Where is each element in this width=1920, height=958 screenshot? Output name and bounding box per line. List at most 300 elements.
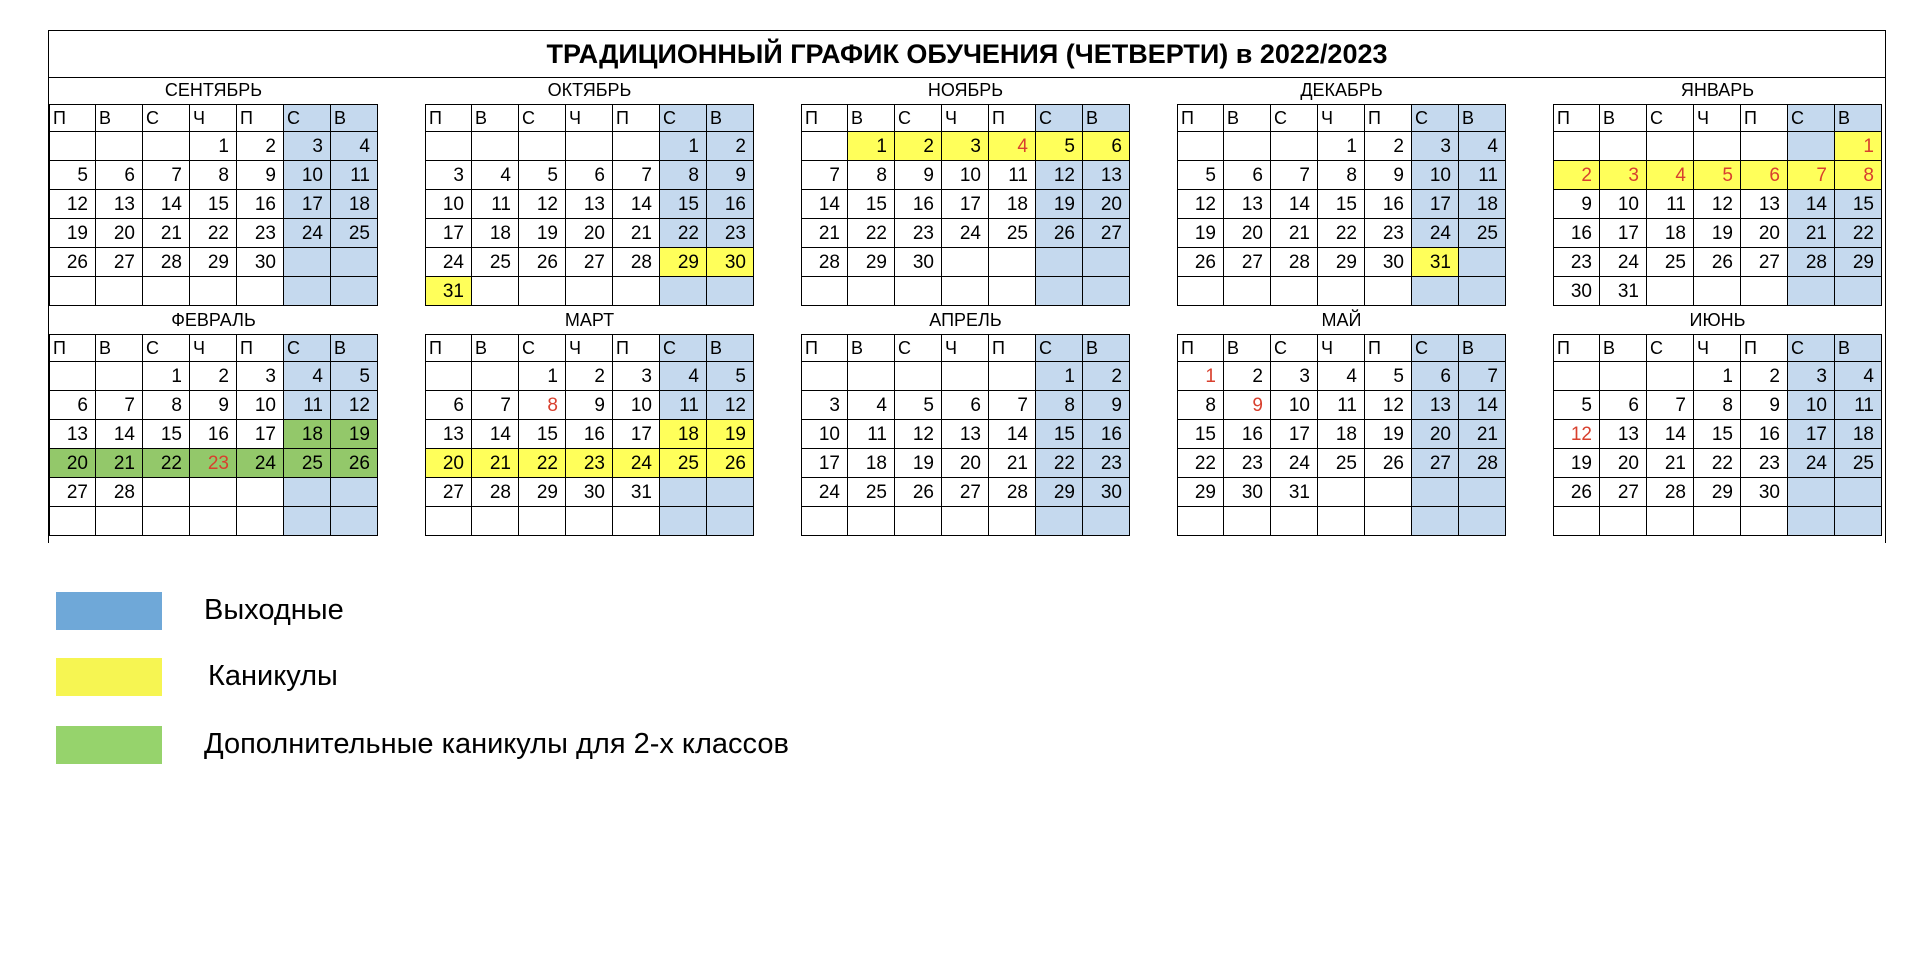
day-cell: 13 (49, 420, 96, 449)
empty-day-cell (472, 277, 519, 306)
empty-day-cell (1224, 507, 1271, 536)
day-cell: 24 (801, 478, 848, 507)
month-name: ДЕКАБРЬ (1177, 77, 1506, 105)
weekday-header: П (237, 105, 284, 132)
day-cell: 17 (1271, 420, 1318, 449)
empty-day-cell (1788, 277, 1835, 306)
empty-day-cell (801, 277, 848, 306)
weekday-header: В (331, 105, 378, 132)
day-cell: 30 (1083, 478, 1130, 507)
day-cell: 10 (237, 391, 284, 420)
day-cell: 24 (1600, 248, 1647, 277)
weekday-header: В (848, 335, 895, 362)
weekday-header: С (1412, 105, 1459, 132)
legend (56, 588, 956, 788)
weekday-header: П (1365, 335, 1412, 362)
weekday-header: Ч (942, 105, 989, 132)
day-cell: 7 (989, 391, 1036, 420)
day-cell: 3 (1788, 362, 1835, 391)
day-cell: 10 (1271, 391, 1318, 420)
day-cell: 12 (1365, 391, 1412, 420)
day-cell: 17 (1788, 420, 1835, 449)
day-cell: 11 (1647, 190, 1694, 219)
month-name: МАЙ (1177, 307, 1506, 335)
day-cell: 3 (284, 132, 331, 161)
empty-day-cell (942, 507, 989, 536)
day-cell: 21 (472, 449, 519, 478)
day-cell: 7 (1271, 161, 1318, 190)
empty-day-cell (848, 277, 895, 306)
empty-day-cell (1788, 478, 1835, 507)
weekday-header: Ч (190, 335, 237, 362)
weekday-header: В (707, 105, 754, 132)
day-cell: 14 (613, 190, 660, 219)
weekday-header: В (96, 105, 143, 132)
day-cell: 28 (1788, 248, 1835, 277)
day-cell: 11 (1318, 391, 1365, 420)
empty-day-cell (331, 478, 378, 507)
day-cell: 12 (331, 391, 378, 420)
day-cell: 12 (1036, 161, 1083, 190)
empty-day-cell (1741, 277, 1788, 306)
weekday-header: П (1553, 105, 1600, 132)
day-cell: 24 (425, 248, 472, 277)
month-block (1177, 307, 1506, 536)
day-cell: 22 (143, 449, 190, 478)
day-cell: 2 (1083, 362, 1130, 391)
day-cell: 2 (566, 362, 613, 391)
day-cell: 29 (519, 478, 566, 507)
empty-day-cell (1694, 132, 1741, 161)
weekday-header: В (1083, 105, 1130, 132)
empty-day-cell (1647, 132, 1694, 161)
day-cell: 28 (989, 478, 1036, 507)
day-cell: 8 (1036, 391, 1083, 420)
empty-day-cell (425, 132, 472, 161)
day-cell: 9 (190, 391, 237, 420)
day-cell: 17 (942, 190, 989, 219)
day-cell: 18 (1459, 190, 1506, 219)
day-cell: 10 (801, 420, 848, 449)
day-cell: 29 (190, 248, 237, 277)
day-cell: 6 (566, 161, 613, 190)
empty-day-cell (707, 277, 754, 306)
day-cell: 24 (1788, 449, 1835, 478)
weekday-header: В (1083, 335, 1130, 362)
empty-day-cell (1459, 478, 1506, 507)
empty-day-cell (801, 362, 848, 391)
empty-day-cell (190, 507, 237, 536)
day-cell: 19 (49, 219, 96, 248)
day-cell: 1 (848, 132, 895, 161)
empty-day-cell (895, 277, 942, 306)
day-cell: 28 (613, 248, 660, 277)
weekday-header: В (1459, 335, 1506, 362)
empty-day-cell (989, 507, 1036, 536)
day-cell: 4 (1459, 132, 1506, 161)
day-cell: 20 (96, 219, 143, 248)
day-cell: 13 (96, 190, 143, 219)
day-cell: 31 (425, 277, 472, 306)
day-cell: 5 (49, 161, 96, 190)
empty-day-cell (613, 132, 660, 161)
empty-day-cell (1271, 277, 1318, 306)
day-cell: 1 (190, 132, 237, 161)
weekday-header: В (331, 335, 378, 362)
weekday-header: С (895, 105, 942, 132)
day-cell: 15 (190, 190, 237, 219)
empty-day-cell (613, 277, 660, 306)
day-cell: 20 (942, 449, 989, 478)
day-cell: 20 (1412, 420, 1459, 449)
weekday-header: Ч (1318, 335, 1365, 362)
day-cell: 29 (1835, 248, 1882, 277)
day-cell: 30 (1365, 248, 1412, 277)
empty-day-cell (1835, 507, 1882, 536)
day-cell: 14 (801, 190, 848, 219)
calendar-table (48, 30, 1886, 543)
empty-day-cell (1318, 507, 1365, 536)
month-grid (49, 335, 378, 536)
day-cell: 16 (237, 190, 284, 219)
empty-day-cell (1788, 132, 1835, 161)
day-cell: 9 (1224, 391, 1271, 420)
day-cell: 6 (49, 391, 96, 420)
day-cell: 12 (707, 391, 754, 420)
weekday-header: С (1647, 335, 1694, 362)
weekday-header: С (143, 335, 190, 362)
empty-day-cell (284, 277, 331, 306)
day-cell: 18 (1835, 420, 1882, 449)
day-cell: 24 (1271, 449, 1318, 478)
day-cell: 17 (237, 420, 284, 449)
empty-day-cell (1224, 132, 1271, 161)
day-cell: 7 (96, 391, 143, 420)
day-cell: 10 (284, 161, 331, 190)
weekday-header: Ч (942, 335, 989, 362)
day-cell: 2 (895, 132, 942, 161)
day-cell: 25 (660, 449, 707, 478)
day-cell: 19 (519, 219, 566, 248)
day-cell: 5 (1694, 161, 1741, 190)
empty-day-cell (472, 507, 519, 536)
day-cell: 22 (190, 219, 237, 248)
empty-day-cell (96, 132, 143, 161)
day-cell: 24 (942, 219, 989, 248)
weekday-header: П (425, 105, 472, 132)
weekday-header: С (1036, 335, 1083, 362)
day-cell: 23 (895, 219, 942, 248)
empty-day-cell (1553, 362, 1600, 391)
day-cell: 7 (1459, 362, 1506, 391)
day-cell: 10 (1600, 190, 1647, 219)
calendar-title: ТРАДИЦИОННЫЙ ГРАФИК ОБУЧЕНИЯ (ЧЕТВЕРТИ) в 2022/2023 (49, 31, 1885, 78)
month-name: ЯНВАРЬ (1553, 77, 1882, 105)
day-cell: 18 (331, 190, 378, 219)
day-cell: 25 (989, 219, 1036, 248)
weekday-header: В (472, 105, 519, 132)
weekday-header: В (1600, 335, 1647, 362)
day-cell: 31 (613, 478, 660, 507)
day-cell: 11 (331, 161, 378, 190)
day-cell: 7 (143, 161, 190, 190)
day-cell: 16 (1365, 190, 1412, 219)
month-grid (1553, 105, 1882, 306)
weekday-header: В (472, 335, 519, 362)
day-cell: 31 (1271, 478, 1318, 507)
day-cell: 12 (1177, 190, 1224, 219)
day-cell: 2 (1553, 161, 1600, 190)
day-cell: 15 (1177, 420, 1224, 449)
day-cell: 16 (1553, 219, 1600, 248)
month-grid (801, 335, 1130, 536)
empty-day-cell (1459, 277, 1506, 306)
day-cell: 4 (660, 362, 707, 391)
day-cell: 5 (519, 161, 566, 190)
day-cell: 7 (472, 391, 519, 420)
day-cell: 17 (1412, 190, 1459, 219)
day-cell: 23 (1741, 449, 1788, 478)
empty-day-cell (1741, 507, 1788, 536)
empty-day-cell (49, 507, 96, 536)
day-cell: 11 (472, 190, 519, 219)
empty-day-cell (660, 507, 707, 536)
day-cell: 27 (1412, 449, 1459, 478)
day-cell: 2 (707, 132, 754, 161)
day-cell: 13 (1224, 190, 1271, 219)
empty-day-cell (1694, 277, 1741, 306)
day-cell: 27 (1741, 248, 1788, 277)
weekday-header: С (660, 335, 707, 362)
day-cell: 2 (1741, 362, 1788, 391)
weekday-header: Ч (566, 335, 613, 362)
day-cell: 22 (519, 449, 566, 478)
day-cell: 1 (660, 132, 707, 161)
day-cell: 5 (1036, 132, 1083, 161)
month-block (1553, 307, 1882, 536)
empty-day-cell (989, 277, 1036, 306)
day-cell: 28 (143, 248, 190, 277)
empty-day-cell (848, 362, 895, 391)
empty-day-cell (425, 507, 472, 536)
day-cell: 27 (425, 478, 472, 507)
day-cell: 17 (284, 190, 331, 219)
day-cell: 27 (49, 478, 96, 507)
day-cell: 9 (566, 391, 613, 420)
empty-day-cell (49, 132, 96, 161)
day-cell: 24 (284, 219, 331, 248)
day-cell: 31 (1600, 277, 1647, 306)
day-cell: 25 (284, 449, 331, 478)
day-cell: 6 (425, 391, 472, 420)
day-cell: 19 (707, 420, 754, 449)
weekday-header: П (801, 105, 848, 132)
day-cell: 31 (1412, 248, 1459, 277)
empty-day-cell (1600, 362, 1647, 391)
day-cell: 14 (96, 420, 143, 449)
day-cell: 9 (1083, 391, 1130, 420)
empty-day-cell (519, 507, 566, 536)
empty-day-cell (1083, 277, 1130, 306)
empty-day-cell (96, 277, 143, 306)
legend-label-vacation: Каникулы (208, 660, 338, 692)
weekday-header: П (989, 335, 1036, 362)
day-cell: 10 (425, 190, 472, 219)
day-cell: 27 (1224, 248, 1271, 277)
day-cell: 21 (143, 219, 190, 248)
day-cell: 13 (1741, 190, 1788, 219)
empty-day-cell (1459, 507, 1506, 536)
legend-item-extra-vacation (56, 722, 956, 762)
day-cell: 7 (1647, 391, 1694, 420)
day-cell: 20 (1741, 219, 1788, 248)
day-cell: 13 (942, 420, 989, 449)
day-cell: 9 (1553, 190, 1600, 219)
day-cell: 30 (1224, 478, 1271, 507)
day-cell: 28 (801, 248, 848, 277)
empty-day-cell (1459, 248, 1506, 277)
day-cell: 22 (1694, 449, 1741, 478)
day-cell: 30 (1553, 277, 1600, 306)
day-cell: 2 (237, 132, 284, 161)
month-grid (1177, 335, 1506, 536)
month-name: ОКТЯБРЬ (425, 77, 754, 105)
day-cell: 21 (1271, 219, 1318, 248)
day-cell: 26 (895, 478, 942, 507)
day-cell: 3 (801, 391, 848, 420)
day-cell: 14 (143, 190, 190, 219)
day-cell: 13 (1600, 420, 1647, 449)
day-cell: 16 (1224, 420, 1271, 449)
day-cell: 27 (566, 248, 613, 277)
empty-day-cell (1036, 248, 1083, 277)
weekday-header: П (1365, 105, 1412, 132)
weekday-header: С (895, 335, 942, 362)
day-cell: 3 (942, 132, 989, 161)
day-cell: 15 (1694, 420, 1741, 449)
weekday-header: В (1224, 105, 1271, 132)
day-cell: 20 (1083, 190, 1130, 219)
empty-day-cell (49, 362, 96, 391)
empty-day-cell (566, 507, 613, 536)
day-cell: 3 (1412, 132, 1459, 161)
day-cell: 26 (1177, 248, 1224, 277)
day-cell: 5 (1177, 161, 1224, 190)
empty-day-cell (1177, 277, 1224, 306)
empty-day-cell (613, 507, 660, 536)
day-cell: 21 (1788, 219, 1835, 248)
day-cell: 5 (1553, 391, 1600, 420)
day-cell: 4 (472, 161, 519, 190)
empty-day-cell (1271, 132, 1318, 161)
weekday-header: П (237, 335, 284, 362)
day-cell: 26 (331, 449, 378, 478)
month-grid (49, 105, 378, 306)
day-cell: 11 (284, 391, 331, 420)
weekday-header: П (1177, 105, 1224, 132)
weekday-header: Ч (1318, 105, 1365, 132)
legend-item-weekends (56, 588, 956, 628)
day-cell: 20 (1600, 449, 1647, 478)
day-cell: 28 (472, 478, 519, 507)
empty-day-cell (1177, 507, 1224, 536)
legend-label-weekends: Выходные (204, 594, 344, 626)
month-block (425, 77, 754, 306)
empty-day-cell (1271, 507, 1318, 536)
day-cell: 21 (1647, 449, 1694, 478)
day-cell: 11 (848, 420, 895, 449)
empty-day-cell (566, 132, 613, 161)
weekday-header: П (1741, 105, 1788, 132)
day-cell: 3 (1271, 362, 1318, 391)
weekday-header: В (1600, 105, 1647, 132)
weekday-header: В (1835, 335, 1882, 362)
empty-day-cell (1083, 507, 1130, 536)
day-cell: 4 (1835, 362, 1882, 391)
day-cell: 2 (1365, 132, 1412, 161)
legend-label-extra-vacation: Дополнительные каникулы для 2-х классов (204, 728, 789, 760)
day-cell: 7 (801, 161, 848, 190)
day-cell: 16 (1741, 420, 1788, 449)
day-cell: 23 (1365, 219, 1412, 248)
day-cell: 28 (1647, 478, 1694, 507)
day-cell: 8 (1694, 391, 1741, 420)
day-cell: 25 (848, 478, 895, 507)
weekday-header: С (519, 105, 566, 132)
day-cell: 18 (1318, 420, 1365, 449)
day-cell: 6 (1741, 161, 1788, 190)
empty-day-cell (1647, 507, 1694, 536)
weekday-header: В (1224, 335, 1271, 362)
day-cell: 8 (660, 161, 707, 190)
day-cell: 17 (1600, 219, 1647, 248)
day-cell: 23 (237, 219, 284, 248)
day-cell: 23 (707, 219, 754, 248)
day-cell: 4 (284, 362, 331, 391)
empty-day-cell (1365, 507, 1412, 536)
day-cell: 10 (613, 391, 660, 420)
weekday-header: С (1647, 105, 1694, 132)
day-cell: 19 (331, 420, 378, 449)
empty-day-cell (895, 362, 942, 391)
day-cell: 16 (190, 420, 237, 449)
day-cell: 19 (1177, 219, 1224, 248)
weekday-header: В (1835, 105, 1882, 132)
month-grid (425, 335, 754, 536)
empty-day-cell (848, 507, 895, 536)
day-cell: 8 (848, 161, 895, 190)
empty-day-cell (942, 277, 989, 306)
empty-day-cell (237, 507, 284, 536)
day-cell: 26 (1694, 248, 1741, 277)
day-cell: 9 (1741, 391, 1788, 420)
weekday-header: С (1036, 105, 1083, 132)
empty-day-cell (190, 478, 237, 507)
day-cell: 20 (566, 219, 613, 248)
day-cell: 11 (1459, 161, 1506, 190)
day-cell: 6 (1083, 132, 1130, 161)
day-cell: 24 (1412, 219, 1459, 248)
day-cell: 2 (1224, 362, 1271, 391)
day-cell: 25 (1647, 248, 1694, 277)
month-block (801, 77, 1130, 306)
day-cell: 16 (566, 420, 613, 449)
month-block (1177, 77, 1506, 306)
empty-day-cell (1553, 132, 1600, 161)
day-cell: 14 (1459, 391, 1506, 420)
day-cell: 28 (1459, 449, 1506, 478)
day-cell: 29 (1694, 478, 1741, 507)
